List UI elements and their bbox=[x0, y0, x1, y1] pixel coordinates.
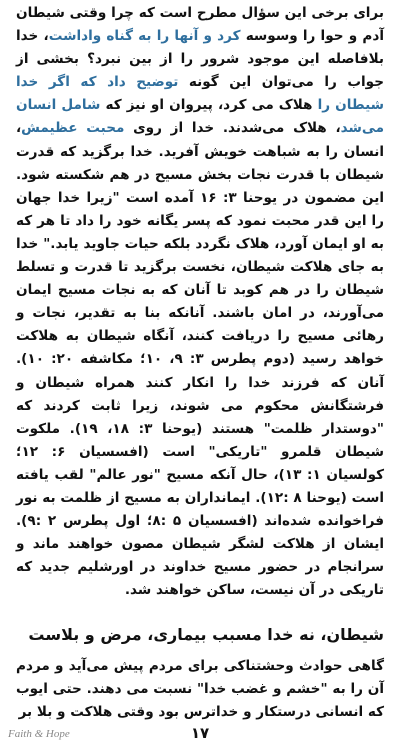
footer-brand: Faith & Hope bbox=[8, 728, 70, 740]
text-run: ، انسان را به شباهت خویش آفرید. خدا برگزید که قدرت شیطان با قدرت نجات بخش مسیح در هم شکسته شود. این مضمون در یوحنا ۳: ۱۶ آمده است "زیرا خدا جهان را این قدر محبت نمود که پسر یگانه خود را داد تا هر که به او ایمان آورد، هلاک نگردد بلکه حیات جاوید یابد." خدا به جای هلاکت شیطان، نخست برگزید تا قدرت و تسلط شیطان را در هم کوبد تا آنان که به نجات مسیح ایمان می‌آورند، در امان باشند. آنانکه بنا به تقدیر، نجات و رهائی مسیح را دریافت کنند، آنگاه شیطان به هلاکت خواهد رسید (دوم پطرس ۳: ۹، ۱۰؛ مکاشفه ۲۰: ۱۰). آنان که فرزند خدا را انکار کنند همراه شیطان و فرشتگانش محکوم می شوند، زیرا ثابت کردند که "دوستدار ظلمت" هستند (یوحنا ۳: ۱۸، ۱۹). ملکوت شیطان قلمرو "تاریکی" است (افسسیان ۶: ۱۲؛ کولسیان ۱: ۱۳)، حال آنکه مسیح "نور عالم" لقب یافته است (یوحنا ۸ :۱۲). ایمانداران به مسیح از ظلمت به نور فراخوانده شده‌اند (افسسیان ۵ :۸؛ اول پطرس ۲ :۹). ایشان از هلاکت لشگر شیطان مصون خواهند ماند و سرانجام در حضور مسیح خداوند در اورشلیم جدید که تاریکی در آن نیست، ساکن خواهند شد. bbox=[16, 120, 385, 599]
page-number: ۱۷ bbox=[190, 724, 210, 742]
text-run: هلاک می کرد، پیروان او نیز که bbox=[100, 97, 318, 114]
paragraph-text bbox=[16, 2, 384, 602]
main-paragraph bbox=[16, 2, 384, 602]
highlighted-text: شامل انسان می‌شد bbox=[16, 97, 385, 137]
text-run: ، هلاک می‌شدند. خدا از روی bbox=[124, 120, 341, 137]
section-paragraph: گاهی حوادث وحشتناکی برای مردم پیش می‌آید و مردم آن را به "خشم و غضب خدا" نسبت می دهند. حتی ایوب که انسانی درستکار و خداترس بود وقتی هلاکت و بلا بر bbox=[16, 658, 384, 720]
highlighted-text: توضیح داد که اگر خدا شیطان را bbox=[16, 74, 384, 114]
highlighted-text: محبت عظیمش bbox=[21, 120, 125, 137]
highlighted-text: کرد و آنها را به گناه واداشت bbox=[48, 28, 241, 45]
text-run: برای برخی این سؤال مطرح است که چرا وقتی شیطان آدم و حوا را وسوسه bbox=[16, 5, 384, 45]
section-heading: شیطان، نه خدا مسبب بیماری، مرض و بلاست bbox=[28, 625, 384, 644]
text-run: ، خدا بلافاصله این موجود شرور را از بین نبرد؟ بخشی از جواب را می‌توان این گونه bbox=[16, 28, 384, 91]
